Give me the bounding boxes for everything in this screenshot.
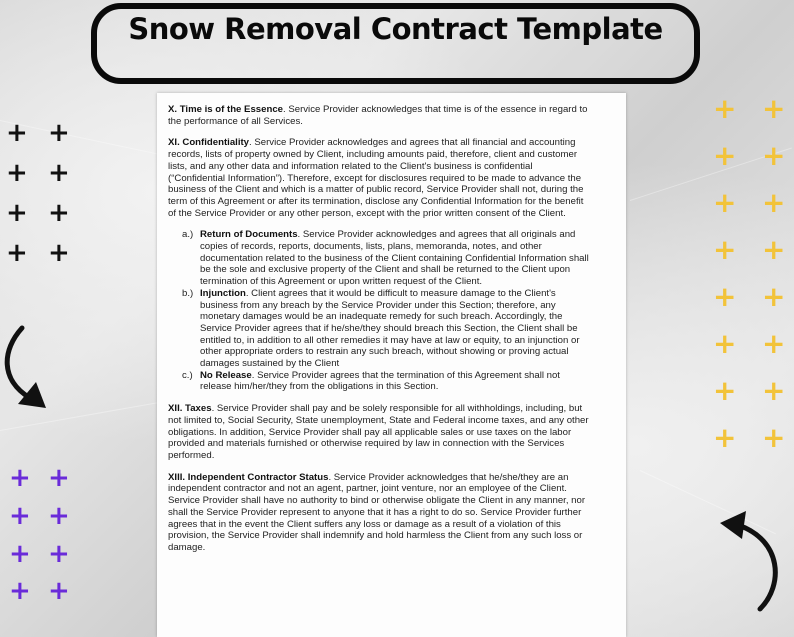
item-heading: No Release <box>200 369 252 381</box>
section-confidentiality <box>168 137 590 219</box>
page-title: Snow Removal Contract Template <box>128 12 663 46</box>
list-item <box>182 370 590 393</box>
confidentiality-list <box>168 229 590 393</box>
section-contractor <box>168 472 590 554</box>
list-marker: b.) <box>182 287 194 299</box>
plus-icon: + <box>713 92 737 125</box>
section-body: . Service Provider acknowledges that time is of the essence in regard to the performance of all Services. <box>168 104 588 127</box>
plus-icon: + <box>762 421 786 454</box>
plus-icon: + <box>713 374 737 407</box>
list-marker: a.) <box>182 229 194 241</box>
plus-icon: + <box>713 280 737 313</box>
plus-icon: + <box>48 539 70 569</box>
contract-page <box>157 93 626 637</box>
item-body: . Service Provider acknowledges and agrees that all originals and copies of records, reports, documents, lists, plans, memoranda, notes, and other documentation related to the business of the Client containing Confidential Information shall be the sole and exclusive property of the Client and shall be returned to the Client upon termination of this Agreement or upon written request of the Client. <box>200 229 589 288</box>
plus-icon: + <box>762 186 786 219</box>
plus-icon: + <box>48 463 70 493</box>
list-item <box>182 288 590 370</box>
item-body: . Client agrees that it would be difficult to measure damage to the Client's business from any breach by the Service Provider under this Section; therefore, any monetary damages would be an inadequate remedy for such breach. Accordingly, the Service Provider agrees that if he/she/they should breach this Section, the Client shall be entitled to, in addition to all other remedies it may have at law or equity, to an injunction or other appropriate orders to restrain any such breach, without showing or proving actual damages sustained by the Client <box>200 287 580 370</box>
plus-icon: + <box>762 374 786 407</box>
item-body: . Service Provider agrees that the termination of this Agreement shall not release him/her/they from the obligations in this Section. <box>200 369 560 393</box>
plus-icon: + <box>48 576 70 606</box>
curved-arrow-icon <box>0 320 60 415</box>
section-essence <box>168 104 590 127</box>
plus-icon: + <box>6 238 28 268</box>
plus-icon: + <box>762 280 786 313</box>
item-heading: Return of Documents <box>200 229 298 241</box>
plus-icon: + <box>6 158 28 188</box>
curved-arrow-icon <box>712 505 782 615</box>
section-body: . Service Provider acknowledges and agrees that all financial and accounting records, lists of property owned by Client, including amounts paid, therefore, client and customer lists, and any other data and information related to the Client's business is confidential (“Confidential Information”). Therefore, except for disclosures required to be made to advance the business of the Client and which is a matter of public record, Service Provider shall not, during the term of this Agreement or after its termination, disclose any Confidential Information for the benefit of the Service Provider or any other person, except with the prior written consent of the Client. <box>168 137 584 219</box>
plus-icon: + <box>762 92 786 125</box>
section-heading: XI. Confidentiality <box>168 137 250 149</box>
item-heading: Injunction <box>200 287 246 299</box>
plus-icon: + <box>762 327 786 360</box>
section-heading: XII. Taxes <box>168 403 212 415</box>
plus-icon: + <box>713 421 737 454</box>
plus-icon: + <box>48 158 70 188</box>
plus-icon: + <box>48 198 70 228</box>
section-heading: X. Time is of the Essence <box>168 104 283 115</box>
list-marker: c.) <box>182 369 193 381</box>
plus-icon: + <box>9 463 31 493</box>
plus-icon: + <box>9 501 31 531</box>
plus-icon: + <box>48 118 70 148</box>
section-body: . Service Provider shall pay and be solely responsible for all withholdings, including, but not limited to, Social Security, State unemployment, State and Federal income taxes, and any other obligations. In addition, Service Provider shall pay all applicable sales or use taxes on the labor provided and materials furnished or otherwise required by law in connection with the Services performed. <box>168 403 589 461</box>
contract-text <box>168 104 590 564</box>
plus-icon: + <box>9 576 31 606</box>
plus-icon: + <box>713 139 737 172</box>
plus-icon: + <box>762 233 786 266</box>
list-item <box>182 229 590 288</box>
section-taxes <box>168 403 590 462</box>
plus-icon: + <box>713 327 737 360</box>
plus-icon: + <box>713 186 737 219</box>
plus-icon: + <box>713 233 737 266</box>
section-heading: XIII. Independent Contractor Status <box>168 471 329 483</box>
plus-icon: + <box>48 238 70 268</box>
plus-icon: + <box>6 118 28 148</box>
plus-icon: + <box>9 539 31 569</box>
plus-icon: + <box>762 139 786 172</box>
plus-icon: + <box>6 198 28 228</box>
plus-icon: + <box>48 501 70 531</box>
section-body: . Service Provider acknowledges that he/she/they are an independent contractor and not an agent, partner, joint venture, nor an employee of the Client. Service Provider shall have no authority to bind or otherwise obligate the Client in any manner, nor shall the Service Provider represent to anyone that it has a right to do so. Service Provider further agrees that in the event the Client suffers any loss or damage as a result of a violation of this provision, the Service Provider shall indemnify and hold harmless the Client from any such loss or damage. <box>168 471 586 553</box>
